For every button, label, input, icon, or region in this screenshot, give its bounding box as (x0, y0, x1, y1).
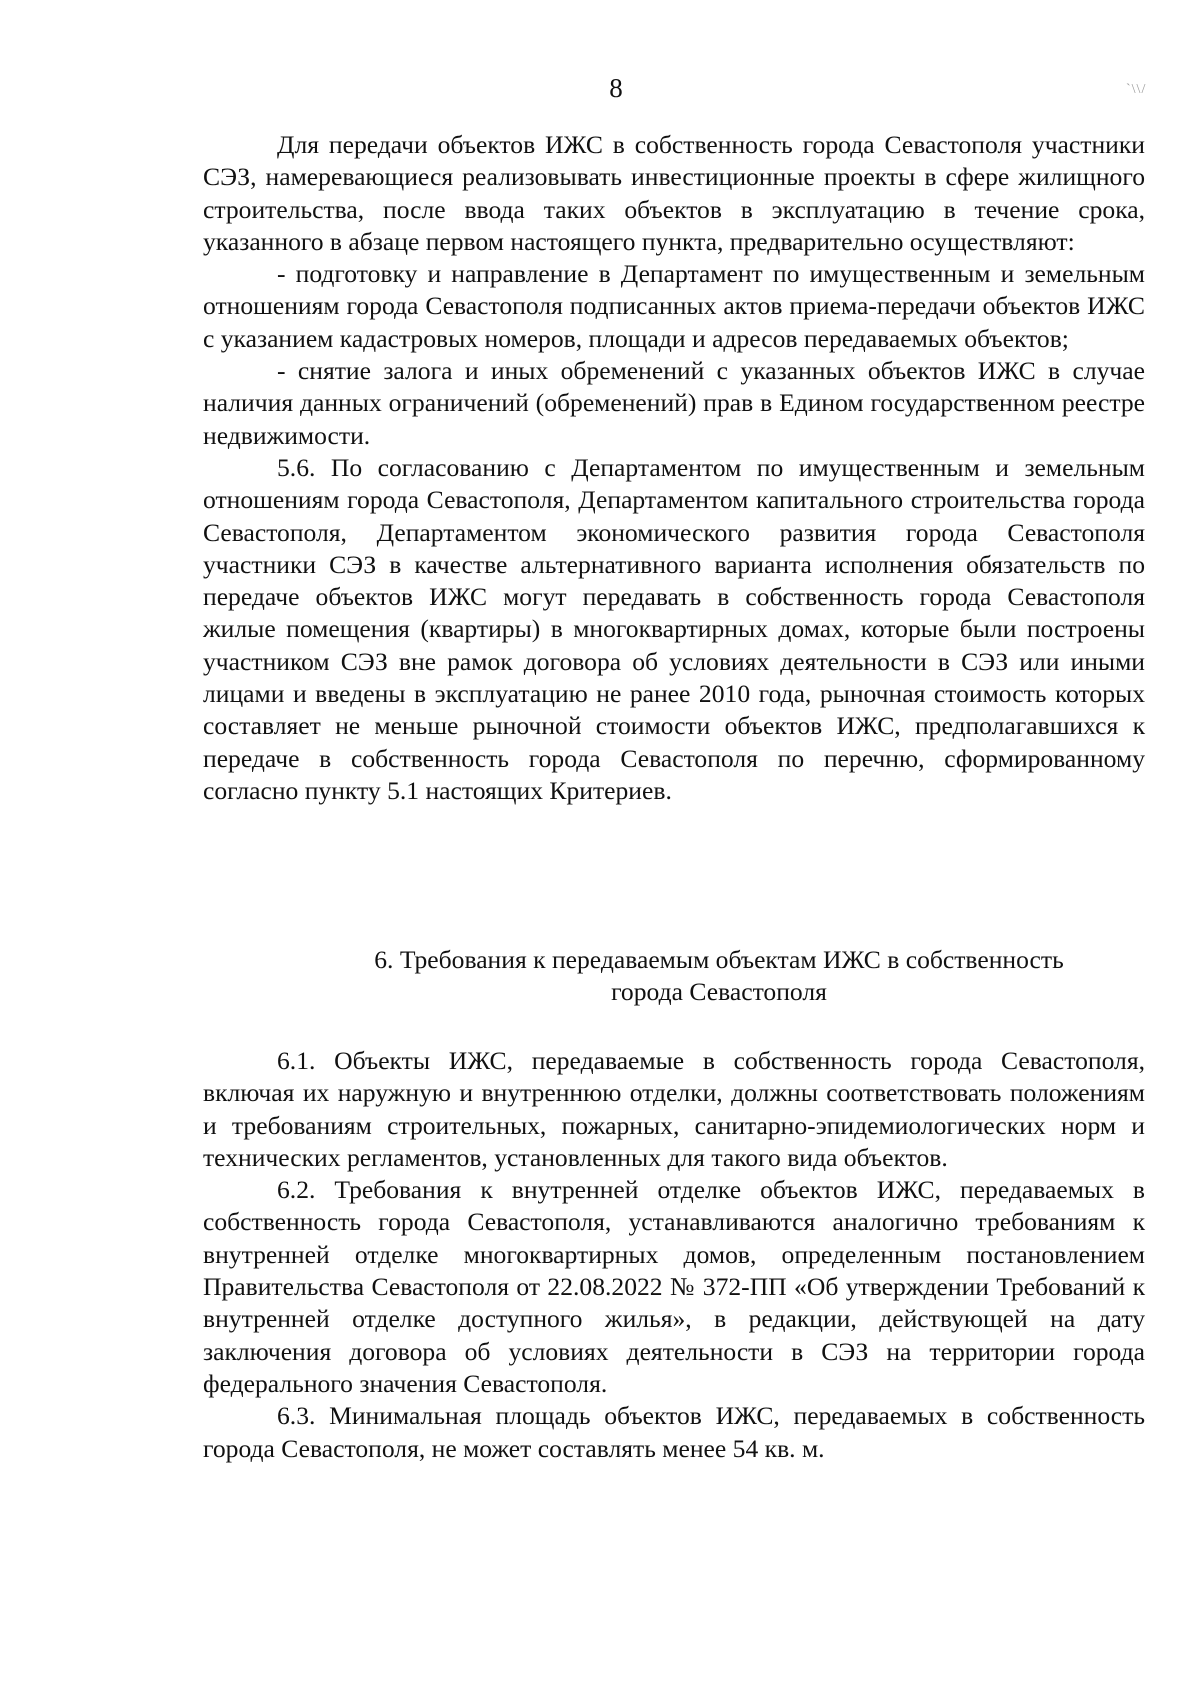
bullet-remove-encumbrances: - снятие залога и иных обременений с указанных объектов ИЖС в случае наличия данных ограничений (обременений) прав в Едином государственном реестре недвижимости. (203, 356, 1145, 450)
section-6-heading-line1: 6. Требования к передаваемым объектам ИЖС в собственность (374, 945, 1064, 974)
corner-mark: `\\/ (1126, 82, 1147, 97)
clause-6-3: 6.3. Минимальная площадь объектов ИЖС, передаваемых в собственность города Севастополя, не может составлять менее 54 кв. м. (203, 1401, 1145, 1463)
transfer-intro-paragraph: Для передачи объектов ИЖС в собственность города Севастополя участники СЭЗ, намеревающиеся реализовывать инвестиционные проекты в сфере жилищного строительства, после ввода таких объектов в эксплуатацию в течение срока, указанного в абзаце первом настоящего пункта, предварительно осуществляют: (203, 130, 1145, 256)
clause-5-6: 5.6. По согласованию с Департаментом по имущественным и земельным отношениям города Севастополя, Департаментом капитального строительства города Севастополя, Департаментом экономического развития города Севастополя участники СЭЗ в качестве альтернативного варианта исполнения обязательств по передаче объектов ИЖС могут передавать в собственность города Севастополя жилые помещения (квартиры) в многоквартирных домах, которые были построены участником СЭЗ вне рамок договора об условиях деятельности в СЭЗ или иными лицами и введены в эксплуатацию не ранее 2010 года, рыночная стоимость которых составляет не меньше рыночной стоимости объектов ИЖС, предполагавшихся к передаче в собственность города Севастополя по перечню, сформированному согласно пункту 5.1 настоящих Критериев. (203, 452, 1145, 805)
section-6-heading (270, 944, 1168, 1009)
section-5-continuation (203, 129, 1145, 807)
clause-6-1: 6.1. Объекты ИЖС, передаваемые в собственность города Севастополя, включая их наружную и внутреннюю отделки, должны соответствовать положениям и требованиям строительных, пожарных, санитарно-эпидемиологических норм и технических регламентов, установленных для такого вида объектов. (203, 1046, 1145, 1172)
section-6-heading-line2: города Севастополя (611, 977, 827, 1007)
section-6-body (203, 1045, 1145, 1465)
clause-6-2: 6.2. Требования к внутренней отделке объектов ИЖС, передаваемых в собственность города Севастополя, устанавливаются аналогично требованиям к внутренней отделке многоквартирных домов, определенным постановлением Правительства Севастополя от 22.08.2022 № 372-ПП «Об утверждении Требований к внутренней отделке доступного жилья», в редакции, действующей на дату заключения договора об условиях деятельности в СЭЗ на территории города федерального значения Севастополя. (203, 1175, 1145, 1398)
bullet-submit-acts: - подготовку и направление в Департамент по имущественным и земельным отношениям города Севастополя подписанных актов приема-передачи объектов ИЖС с указанием кадастровых номеров, площади и адресов передаваемых объектов; (203, 259, 1145, 353)
page-number: 8 (609, 73, 623, 103)
